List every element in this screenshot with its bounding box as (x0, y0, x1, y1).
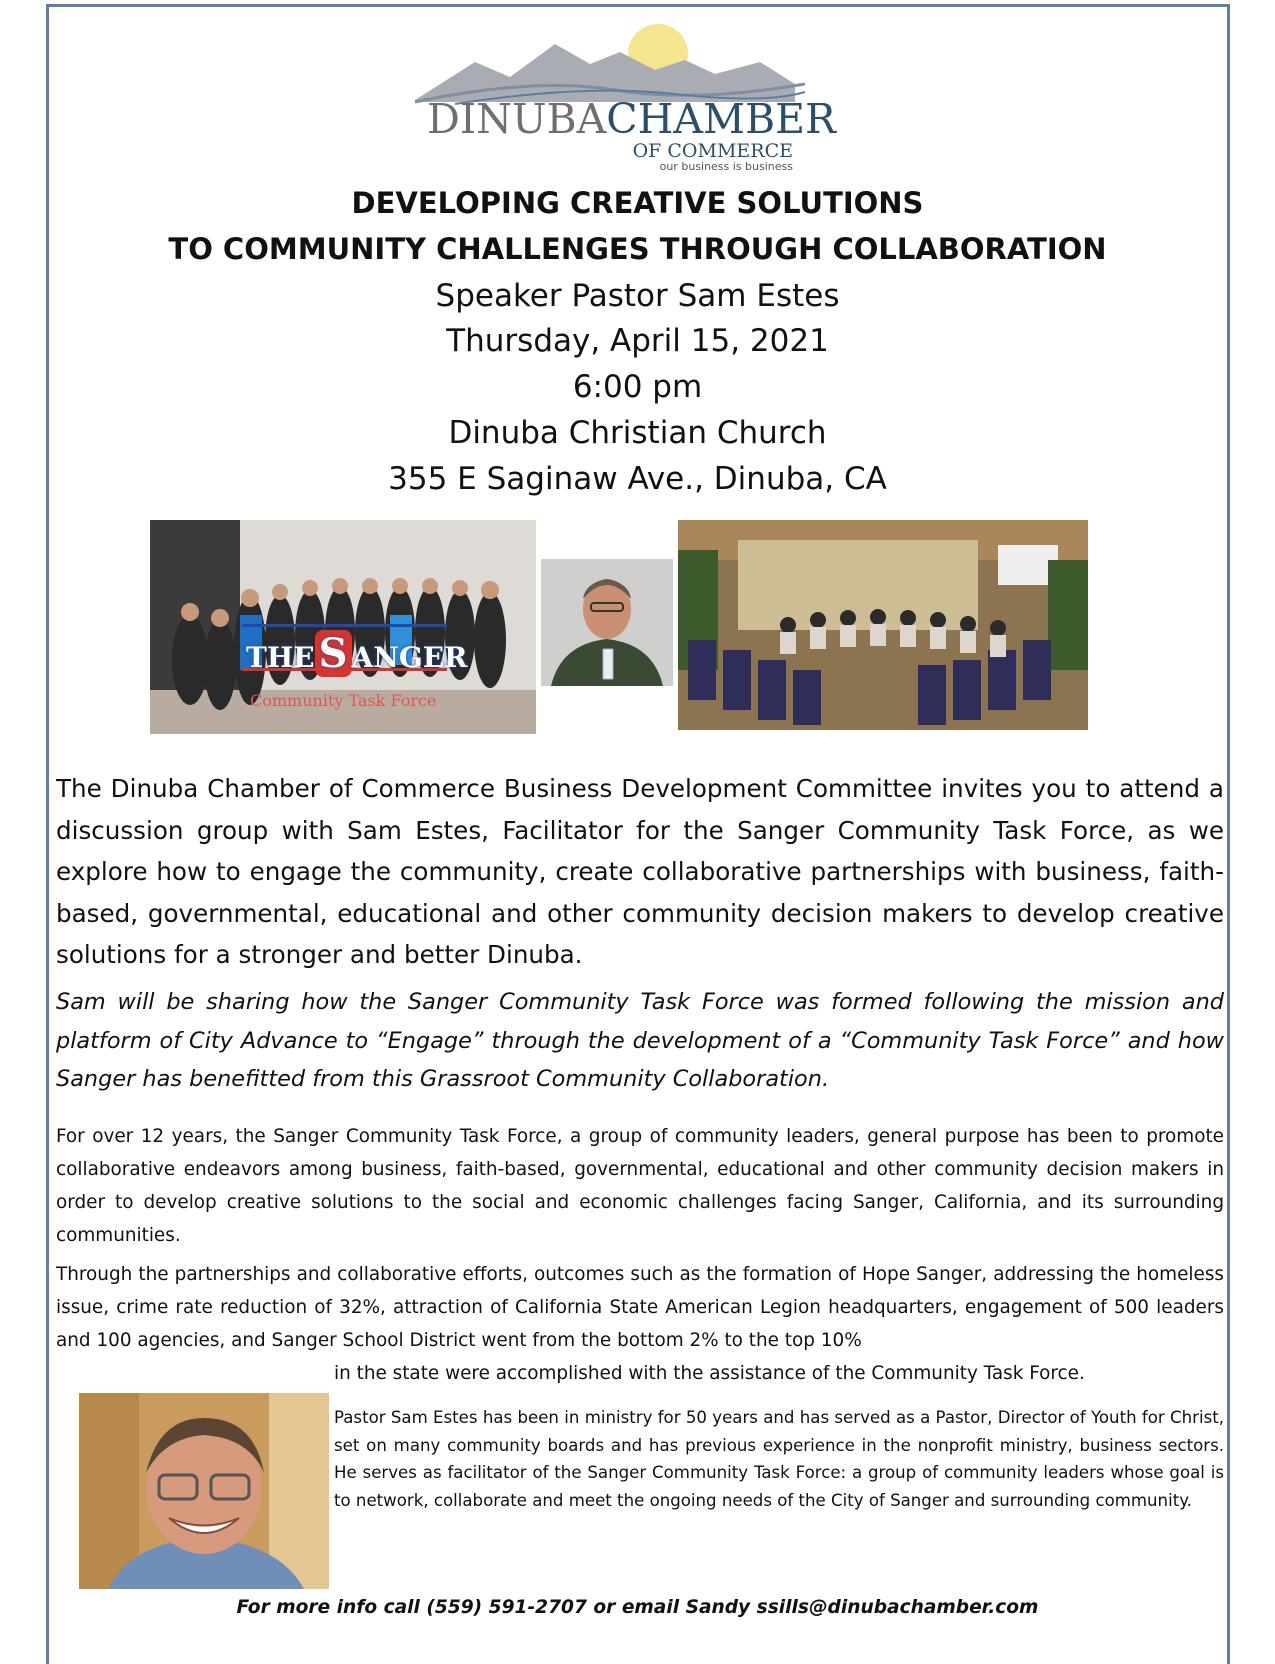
logo-tagline: our business is business (659, 160, 793, 173)
sanger-subtitle: Community Task Force (250, 691, 437, 710)
headline-line1: DEVELOPING CREATIVE SOLUTIONS (351, 186, 924, 220)
event-venue: Dinuba Christian Church (448, 415, 827, 451)
chamber-logo (415, 22, 836, 173)
logo-name-part2: CHAMBER (606, 95, 836, 143)
speaker-photo (541, 559, 673, 686)
sanger-the: THE (246, 641, 315, 674)
outcomes-paragraph: Through the partnerships and collaborative efforts, outcomes such as the formation of Hope Sanger, addressing the homeless issue, crime rate reduction of 32%, attraction of California State American Legion headquarters, engagement of 500 leaders and 100 agencies, and Sanger School District went from the bottom 2% to the top 10% (56, 1264, 1224, 1351)
sanger-logo (246, 630, 467, 677)
sanger-anger: ANGER (351, 641, 468, 674)
contact-footer: For more info call (559) 591-2707 or email Sandy ssills@dinubachamber.com (236, 1597, 1039, 1618)
sanger-letter-s: S (315, 630, 352, 677)
history-paragraph: For over 12 years, the Sanger Community Task Force, a group of community leaders, general purpose has been to promote collaborative endeavors among business, faith-based, governmental, educational and other community decision makers in order to develop creative solutions to the social and economic challenges facing Sanger, California, and its surrounding communities. (56, 1126, 1224, 1246)
event-date: Thursday, April 15, 2021 (446, 323, 829, 359)
bio-headshot (79, 1393, 329, 1589)
logo-subtitle: OF COMMERCE (632, 140, 793, 162)
outcomes-paragraph-end: in the state were accomplished with the assistance of the Community Task Force. (334, 1363, 1085, 1384)
logo-name-part1: DINUBA (427, 95, 607, 143)
event-time: 6:00 pm (572, 369, 703, 405)
event-speaker: Speaker Pastor Sam Estes (435, 278, 840, 314)
event-address: 355 E Saginaw Ave., Dinuba, CA (388, 461, 887, 497)
intro-paragraph: The Dinuba Chamber of Commerce Business Development Committee invites you to attend a discussion group with Sam Estes, Facilitator for the Sanger Community Task Force, as we explore how to engage the community, create collaborative partnerships with business, faith-based, governmental, educational and other community decision makers to develop creative solutions for a stronger and better Dinuba. (56, 774, 1224, 969)
logo-wordmark (427, 95, 836, 143)
headline-line2: TO COMMUNITY CHALLENGES THROUGH COLLABORATION (168, 232, 1107, 266)
italic-paragraph: Sam will be sharing how the Sanger Community Task Force was formed following the mission and platform of City Advance to “Engage” through the development of a “Community Task Force” and how Sanger has benefitted from this Grassroot Community Collaboration. (56, 989, 1224, 1092)
group-photo (150, 520, 536, 734)
bio-paragraph: Pastor Sam Estes has been in ministry for 50 years and has served as a Pastor, Director of Youth for Christ, set on many community boards and has previous experience in the nonprofit ministry, business sectors. He serves as facilitator of the Sanger Community Task Force: a group of community leaders whose goal is to network, collaborate and meet the ongoing needs of the City of Sanger and surrounding community. (334, 1408, 1224, 1510)
church-meeting-photo (678, 520, 1088, 730)
